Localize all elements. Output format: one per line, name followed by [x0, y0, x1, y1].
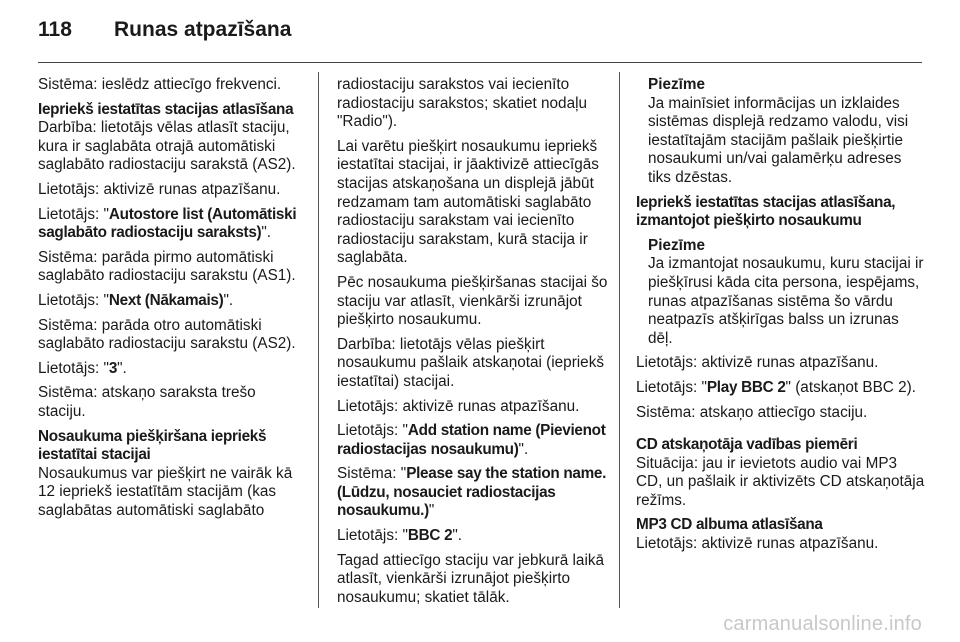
- voice-command: BBC 2: [407, 527, 453, 545]
- column-divider-1: [318, 72, 319, 608]
- header-rule: [38, 62, 922, 63]
- column-1: [38, 76, 300, 526]
- note-title: Piezīme: [648, 236, 705, 254]
- paragraph: Lietotājs: "Autostore list (Automātiski saglabāto radiostaciju saraksts)".: [38, 205, 297, 242]
- note-text: Ja izmantojat nosaukumu, kuru stacijai ir piešķīrusi kāda cita persona, iespējams, runas atpazīšanas sistēma šo vārdu neatpazīs atšķirīgas balss un izrunas dēļ.: [648, 255, 924, 347]
- paragraph: radiostaciju sarakstos vai iecienīto radiostaciju sarakstos; skatiet nodaļu "Radio").: [337, 76, 587, 131]
- paragraph: Sistēma: atskaņo attiecīgo staciju.: [636, 403, 868, 421]
- voice-command: Play BBC 2: [706, 378, 786, 396]
- paragraph: Situācija: jau ir ievietots audio vai MP3 CD, un pašlaik ir aktivizēts CD atskaņotāja režīms.: [636, 454, 925, 509]
- voice-command: Add station name (Pievienot radiostacijas nosaukumu): [337, 422, 606, 458]
- voice-command: Next (Nākamais): [108, 291, 224, 309]
- page-title: Runas atpazīšana: [114, 18, 292, 41]
- paragraph: Lietotājs: "Next (Nākamais)".: [38, 291, 234, 309]
- paragraph: Sistēma: parāda otro automātiski saglabāto radiostaciju sarakstu (AS2).: [38, 316, 296, 353]
- paragraph: Sistēma: atskaņo saraksta trešo staciju.: [38, 384, 256, 420]
- paragraph: Tagad attiecīgo staciju var jebkurā laikā atlasīt, vienkārši izrunājot piešķirto nosaukumu; skatiet tālāk.: [337, 551, 604, 606]
- note-title: Piezīme: [648, 76, 705, 93]
- section-heading: MP3 CD albuma atlasīšana: [636, 516, 823, 534]
- paragraph: Darbība: lietotājs vēlas piešķirt nosaukumu pašlaik atskaņotai (iepriekš iestatītai) stacijai.: [337, 335, 604, 390]
- note-box: [648, 76, 926, 188]
- note-text: Ja mainīsiet informācijas un izklaides sistēmas displejā redzamo valodu, visi iestatītajām stacijām pašlaik piešķirtie nosaukumi un/vai galamērķu adreses tiks dzēstas.: [648, 94, 909, 186]
- paragraph: Lai varētu piešķirt nosaukumu iepriekš iestatītai stacijai, ir jāaktivizē attiecīgās stacijas atskaņošana un displejā jābūt redzamam tam automātiski saglabāto radiostaciju sarakstam vai iecienīto radiostaciju sarakstam, kurā stacija ir saglabāta.: [337, 137, 599, 267]
- paragraph: Pēc nosaukuma piešķiršanas stacijai šo staciju var atlasīt, vienkārši izrunājot piešķirto nosaukumu.: [337, 273, 608, 329]
- section-heading: Nosaukuma piešķiršana iepriekš iestatītai stacijai: [38, 427, 267, 464]
- voice-command: Please say the station name. (Lūdzu, nosauciet radiostacijas nosaukumu.): [337, 465, 607, 520]
- section-heading: CD atskaņotāja vadības piemēri: [636, 436, 858, 454]
- note-box: [648, 237, 926, 349]
- paragraph: Lietotājs: aktivizē runas atpazīšanu.: [337, 397, 580, 415]
- paragraph: Sistēma: "Please say the station name. (Lūdzu, nosauciet radiostacijas nosaukumu.)": [337, 465, 607, 520]
- column-2: [337, 76, 609, 613]
- voice-command: 3: [108, 359, 118, 377]
- column-3: [636, 76, 926, 560]
- page-header: [38, 18, 291, 48]
- column-divider-2: [619, 72, 620, 608]
- watermark-text: carmanualsonline.info: [723, 613, 922, 635]
- voice-command: Autostore list (Automātiski saglabāto radiostaciju saraksts): [38, 205, 297, 242]
- paragraph: Sistēma: ieslēdz attiecīgo frekvenci.: [38, 76, 282, 93]
- paragraph: Sistēma: parāda pirmo automātiski saglabāto radiostaciju sarakstu (AS1).: [38, 248, 296, 285]
- section-heading: Iepriekš iestatītas stacijas atlasīšana, izmantojot piešķirto nosaukumu: [636, 193, 896, 230]
- paragraph: Lietotājs: aktivizē runas atpazīšanu.: [38, 180, 281, 198]
- paragraph: Lietotājs: aktivizē runas atpazīšanu.: [636, 354, 879, 372]
- paragraph: Lietotājs: "Play BBC 2" (atskaņot BBC 2).: [636, 378, 916, 396]
- paragraph: Lietotājs: "BBC 2".: [337, 527, 462, 545]
- section-heading: Iepriekš iestatītas stacijas atlasīšana: [38, 100, 294, 118]
- paragraph: Darbība: lietotājs vēlas atlasīt staciju, kura ir saglabāta otrajā automātiski saglabāto radiostaciju sarakstā (AS2).: [38, 119, 296, 174]
- paragraph: Lietotājs: "3".: [38, 359, 127, 377]
- paragraph: Lietotājs: aktivizē runas atpazīšanu.: [636, 535, 879, 553]
- page-number: 118: [38, 18, 72, 41]
- paragraph: Lietotājs: "Add station name (Pievienot radiostacijas nosaukumu)".: [337, 422, 606, 458]
- paragraph: Nosaukumus var piešķirt ne vairāk kā 12 iepriekš iestatītām stacijām (kas saglabātas automātiski saglabāto: [38, 464, 293, 519]
